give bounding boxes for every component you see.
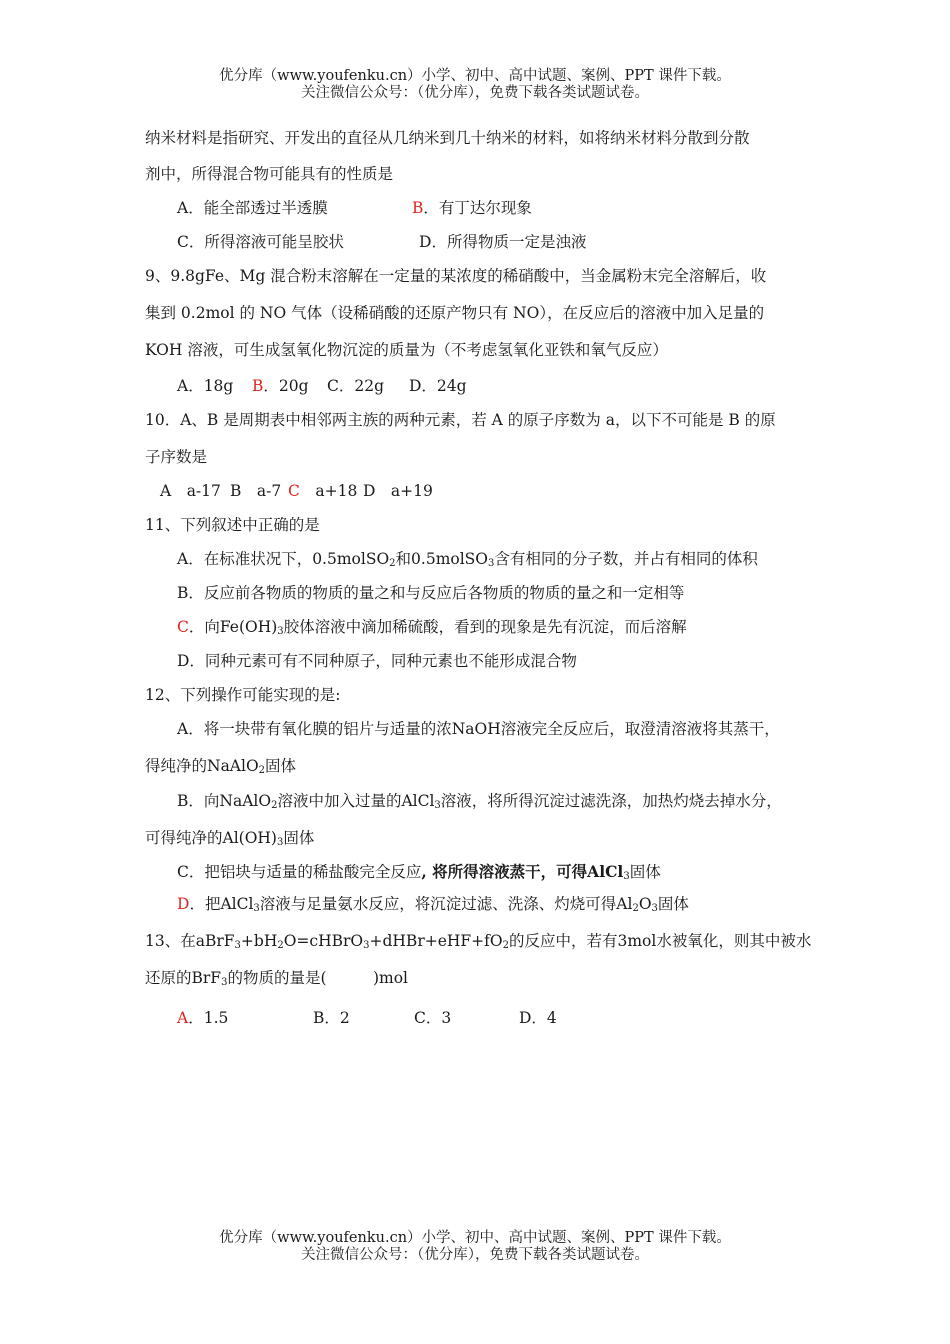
q8-options-row-1 bbox=[177, 198, 532, 218]
q8-option-a: A．能全部透过半透膜 bbox=[177, 199, 328, 217]
q13-options bbox=[177, 1008, 557, 1028]
q10-option-a: A a-17 bbox=[160, 482, 221, 500]
q11-option-c: C．向$Fe(OH)_3$胶体溶液中滴加稀硫酸，看到的现象是先有沉淀，而后溶解 bbox=[177, 618, 687, 637]
q11-answer-marker: C bbox=[177, 618, 189, 636]
q10-option-d: D a+19 bbox=[363, 482, 433, 500]
q9-options bbox=[177, 376, 467, 396]
q12-option-d: D．把AlCl$_3$溶液与足量氨水反应，将沉淀过滤、洗涤、灼烧可得$Al_2O_3$固体 bbox=[177, 895, 689, 914]
footer-line-2: 关注微信公众号：（优分库），免费下载各类试题试卷。 bbox=[301, 1247, 649, 1263]
q8-options-row-2 bbox=[177, 232, 586, 252]
q9-stem-line-2: 集到 0.2mol 的 NO 气体（设稀硝酸的还原产物只有 NO），在反应后的溶液中加入足量的 bbox=[145, 304, 765, 322]
q13-option-a: A．1.5 bbox=[177, 1009, 229, 1027]
q9-option-b: B．20g bbox=[252, 377, 309, 395]
q11-option-b: B．反应前各物质的物质的量之和与反应后各物质的物质的量之和一定相等 bbox=[177, 584, 685, 602]
header-line-2: 关注微信公众号：（优分库），免费下载各类试题试卷。 bbox=[301, 85, 649, 101]
q13-stem-line-1: 13、在$aBrF_3+bH_2O=cHBrO_3+dHBr+eHF+fO_2$的反应中，若有3mol水被氧化，则其中被水 bbox=[145, 932, 812, 951]
q10-option-b: B a-7 bbox=[230, 482, 282, 500]
q13-answer-marker: A bbox=[177, 1009, 189, 1027]
page-footer bbox=[0, 1230, 950, 1264]
q11-option-a: A．在标准状况下，0.5molSO$_2$和0.5molSO$_3$含有相同的分子数，并占有相同的体积 bbox=[177, 550, 758, 569]
q8-answer-marker: B bbox=[412, 199, 424, 217]
q9-option-a: A．18g bbox=[177, 377, 234, 395]
q8-stem-line-1: 纳米材料是指研究、开发出的直径从几纳米到几十纳米的材料，如将纳米材料分散到分散 bbox=[145, 129, 750, 147]
q12-option-c: C．把铝块与适量的稀盐酸完全反应, 将所得溶液蒸干，可得AlCl$_3$固体 bbox=[177, 862, 661, 882]
page-header bbox=[0, 68, 950, 102]
q8-option-c: C．所得溶液可能呈胶状 bbox=[177, 233, 344, 251]
q13-option-d: D．4 bbox=[519, 1009, 557, 1027]
q10-stem-line-2: 子序数是 bbox=[145, 448, 208, 466]
q11-option-d: D．同种元素可有不同种原子，同种元素也不能形成混合物 bbox=[177, 652, 577, 670]
q12-stem: 12、下列操作可能实现的是: bbox=[145, 686, 341, 704]
q13-option-c: C．3 bbox=[414, 1009, 452, 1027]
q9-option-c: C．22g bbox=[327, 377, 385, 395]
q10-answer-marker: C bbox=[288, 482, 300, 500]
q10-stem-line-1: 10．A、B 是周期表中相邻两主族的两种元素，若 A 的原子序数为 a，以下不可能是 B 的原 bbox=[145, 411, 776, 429]
q11-stem: 11、下列叙述中正确的是 bbox=[145, 516, 320, 534]
q9-option-d: D．24g bbox=[409, 377, 467, 395]
q12-option-a-line-2: 得纯净的NaAlO$_2$固体 bbox=[145, 757, 297, 776]
q12-option-b-line-2: 可得纯净的$Al(OH)_3$固体 bbox=[145, 829, 315, 848]
footer-line-1: 优分库（www.youfenku.cn）小学、初中、高中试题、案例、PPT 课件下载。 bbox=[219, 1230, 731, 1246]
q10-option-c: C a+18 bbox=[288, 482, 358, 500]
q10-options bbox=[160, 481, 433, 501]
q9-stem-line-1: 9、9.8gFe、Mg 混合粉末溶解在一定量的某浓度的稀硝酸中，当金属粉末完全溶解后，收 bbox=[145, 267, 767, 285]
q12-answer-marker: D bbox=[177, 895, 190, 913]
q8-stem-line-2: 剂中，所得混合物可能具有的性质是 bbox=[145, 165, 394, 183]
q8-option-d: D．所得物质一定是浊液 bbox=[419, 233, 587, 251]
q9-answer-marker: B bbox=[252, 377, 264, 395]
q12-option-a-line-1: A．将一块带有氧化膜的铝片与适量的浓NaOH溶液完全反应后，取澄清溶液将其蒸干， bbox=[177, 720, 780, 738]
q12-option-b-line-1: B．向NaAlO$_2$溶液中加入过量的AlCl$_3$溶液，将所得沉淀过滤洗涤，加热灼烧去掉水分， bbox=[177, 792, 782, 811]
q9-stem-line-3: KOH 溶液，可生成氢氧化物沉淀的质量为（不考虑氢氧化亚铁和氧气反应） bbox=[145, 341, 668, 359]
q8-option-b: B．有丁达尔现象 bbox=[412, 199, 532, 217]
q13-stem-line-2: 还原的BrF$_3$的物质的量是( )mol bbox=[145, 969, 409, 988]
q13-option-b: B．2 bbox=[313, 1009, 350, 1027]
header-line-1: 优分库（www.youfenku.cn）小学、初中、高中试题、案例、PPT 课件下载。 bbox=[219, 68, 731, 84]
